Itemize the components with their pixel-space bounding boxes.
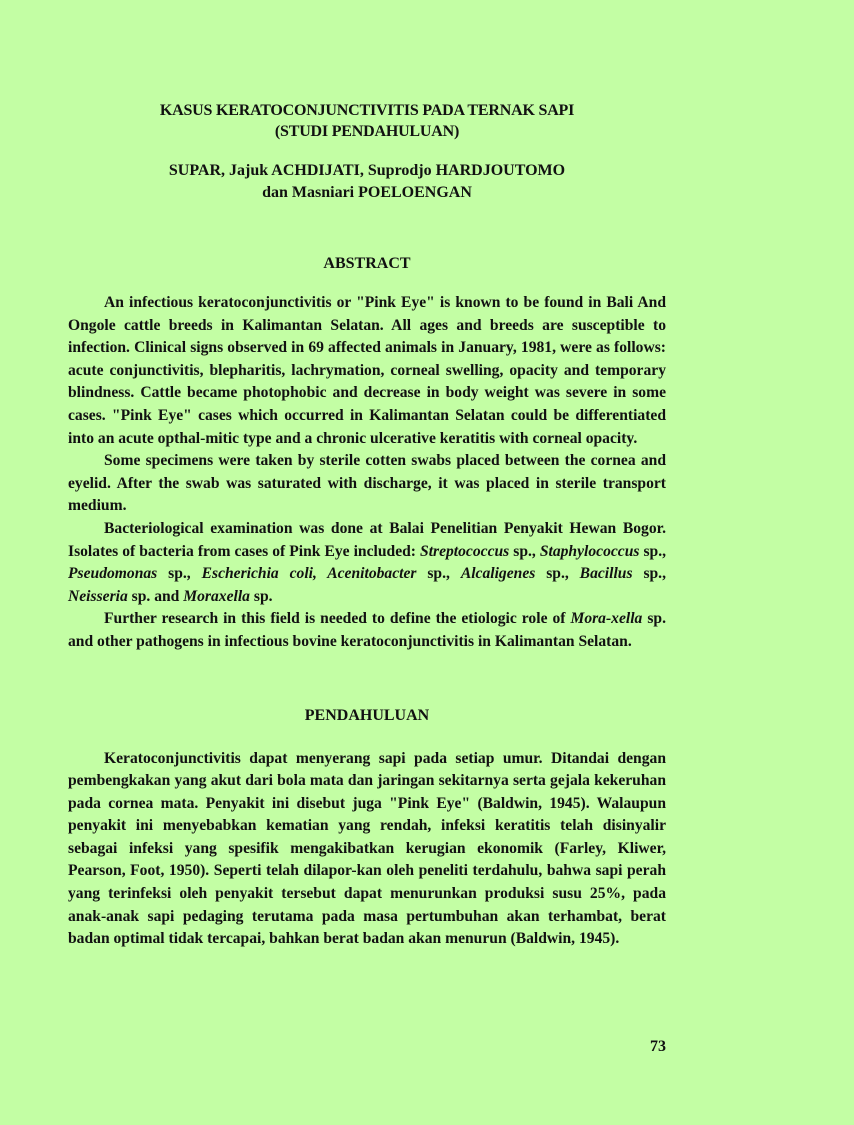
abstract-paragraph-2: Some specimens were taken by sterile cotten swabs placed between the cornea and eyelid. After the swab was saturated with discharge, it was placed in sterile transport medium. [68,452,666,515]
taxon-name: Streptococcus [420,542,510,560]
pendahuluan-heading: PENDAHULUAN [304,706,430,724]
abstract-body [68,292,666,654]
page-number: 73 [650,1038,666,1055]
abstract-paragraph-3 [68,518,666,608]
taxon-name: Escherichia coli, Acenitobacter [201,565,417,583]
title-line-2: (STUDI PENDAHULUAN) [274,123,460,140]
taxon-name: Bacillus [579,565,633,583]
paper-title [68,100,666,142]
p3-text: sp., [157,565,202,583]
p4-text: sp. and other pathogens in infectious bovine keratoconjunctivitis in Kalimantan Selatan. [68,610,666,650]
p3-text: sp., [639,542,667,560]
p3-text: Bacteriological examination was done at Balai Penelitian Penyakit Hewan Bogor. Isolates of bacteria from cases of Pink Eye included: [68,519,666,560]
taxon-name: Alcaligenes [460,565,536,583]
p4-text: Further research in this field is needed to define the etiologic role of [104,610,571,628]
taxon-name: Mora-xella [570,610,643,628]
p3-text: sp., [509,542,540,560]
taxon-name: Moraxella [183,587,250,605]
abstract-heading: ABSTRACT [323,255,411,272]
authors-line-2: dan Masniari POELOENGAN [262,184,472,201]
p3-text: sp., [416,565,461,583]
taxon-name: Pseudomonas [68,565,158,583]
pendahuluan-paragraph-1: Keratoconjunctivitis dapat menyerang sapi pada setiap umur. Ditandai dengan pembengkakan yang akut dari bola mata dan jaringan sekitarnya serta gejala kekeruhan pada cornea mata. Penyakit ini disebut juga "Pink Eye" (Baldwin, 1945). Walaupun penyakit ini menyebabkan kematian yang rendah, infeksi keratitis telah disinyalir sebagai infeksi yang spesifik mengakibatkan kerugian ekonomik (Farley, Kliwer, Pearson, Foot, 1950). Seperti telah dilapor-kan oleh peneliti terdahulu, bahwa sapi perah yang terinfeksi oleh penyakit tersebut dapat menurunkan produksi susu 25%, pada anak-anak sapi pedaging terutama pada masa pertumbuhan akan terhambat, berat badan optimal tidak tercapai, bahkan berat badan akan menurun (Baldwin, 1945). [68,749,666,948]
document-page [68,100,666,951]
p3-text: sp. [249,587,273,605]
taxon-name: Neisseria [68,587,128,605]
authors-line-1: SUPAR, Jajuk ACHDIJATI, Suprodjo HARDJOUTOMO [168,162,566,179]
abstract-paragraph-4 [68,608,666,653]
taxon-name: Staphylococcus [539,542,640,560]
p3-text: sp., [632,565,666,583]
p3-text: sp. and [127,587,184,605]
p3-text: sp., [535,565,580,583]
pendahuluan-body [68,748,666,951]
title-line-1: KASUS KERATOCONJUNCTIVITIS PADA TERNAK SAPI [159,102,575,119]
author-list [68,160,666,204]
abstract-paragraph-1: An infectious keratoconjunctivitis or "Pink Eye" is known to be found in Bali And Ongole cattle breeds in Kalimantan Selatan. All ages and breeds are susceptible to infection. Clinical signs observed in 69 affected animals in January, 1981, were as follows: acute conjunctivitis, blepharitis, lachrymation, corneal swelling, opacity and temporary blindness. Cattle became photophobic and decrease in body weight was severe in some cases. "Pink Eye" cases which occurred in Kalimantan Selatan could be differentiated into an acute opthal-mitic type and a chronic ulcerative keratitis with corneal opacity. [68,294,666,447]
